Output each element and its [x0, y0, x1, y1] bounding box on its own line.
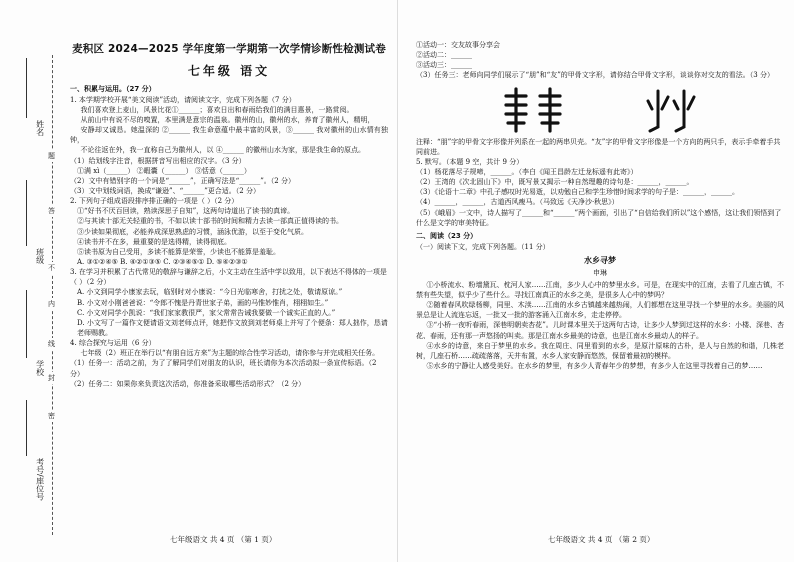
option-line[interactable]: C. 小文对同学小凯说：“我们家家教很严，家父常常告诫我要做一个诚实正直的人。”	[77, 308, 336, 317]
article-paragraph: ⑤水乡的宁静让人感受美好。在水乡的梦里，有多少人青春年少的梦想，有多少人在这里寻找着自己的梦……	[426, 361, 763, 370]
task-line: （3）任务三：老师向同学们展示了“朋”和“友”的甲骨文字形，请你结合甲骨文字形，谈谈你对交友的看法。（3 分）	[416, 71, 774, 80]
question-stem: 1. 本学期学校开展“美文阅读”活动，请阅读文字，完成下列各题（7 分）	[70, 95, 296, 104]
page-footer: 七年级语文 共 4 页 （第 1 页）	[170, 535, 277, 545]
section-title: 二、阅读（23 分）	[416, 231, 478, 240]
option-line[interactable]: A. 小文到同学小康家去玩，临别时对小康说：“今日光临寒舍，打扰之处，敬请原谅。”	[77, 288, 343, 297]
option-line: ①“好书不厌百回读，熟读深思子自知”，这两句诗道出了读书的真谛。	[77, 207, 295, 216]
school-blank-line	[26, 290, 27, 358]
recitation-line[interactable]: （4）______，______，古道西风瘦马。（马致远《天净沙·秋思》）	[416, 198, 619, 207]
passage-line: 安静却又诚恳。她温深的 ②______ 我生命意蕴中最丰富的风景，③______ 我对徽州的山水情有独钟，	[70, 126, 388, 145]
question-intro: 七年级（2）班正在举行以“有朋自远方来”为主题的综合性学习活动，请你参与并完成相关任务。	[80, 349, 380, 358]
exam-page-2	[397, 0, 794, 562]
recitation-line[interactable]: （1）杨花落尽子规啼，______。（李白《闻王昌龄左迁龙标遥有此寄》）	[416, 167, 638, 176]
class-label: 班级	[35, 248, 45, 264]
peng-oracle-glyph-icon	[500, 87, 570, 133]
reading-intro: （一）阅读下文，完成下列各题。（11 分）	[416, 242, 550, 251]
section-title: 一、积累与运用。（27 分）	[70, 84, 156, 93]
question-stem: 3. 在学习并积累了古代常见的敬辞与谦辞之后，小文主动在生活中学以致用，以下表达不得体的一项是（ ）（2 分）	[70, 268, 387, 287]
article-paragraph: ①小桥流水、粉墙黛瓦、枕河人家……江南，多少人心中的梦里水乡。可是，在现实中的江南，去看了几座古镇，不禁有些失望，似乎少了些什么。寻找江南真正的水乡之美，是很多人心中的梦吗？	[416, 280, 784, 299]
option-line: ⑤读书原为自己受用，多读不能算是荣誉，少读也不能算是羞耻。	[77, 247, 280, 256]
sub-question: （1）给划线字注音，根据拼音写出相应的汉字。（3 分）	[70, 156, 246, 165]
passage-line: 从前山中有说不尽的嗅置，本里满是意宗的温泉。徽州的山，徽州的水，养育了徽州人，精明，	[80, 116, 375, 125]
exam-title: 麦积区 2024—2025 学年度第一学期第一次学情诊断性检测试卷	[72, 43, 386, 55]
question-stem: 5. 默写。（本题 9 空，共计 9 分）	[416, 157, 524, 166]
page-footer: 七年级语文 共 4 页 （第 2 页）	[548, 535, 655, 545]
you-oracle-glyph-icon	[640, 87, 700, 133]
id-blank-line	[26, 400, 27, 456]
sub-question[interactable]: （2）文中有错别字的一个词是“______”，正确写法是“______”。（2 分）	[70, 176, 295, 185]
passage-line: 我们喜欢登上麦山，风景比花①______；喜欢日出和春雨给我们的满目惠景，一路赏阅。	[80, 105, 354, 114]
binding-char: 不	[48, 262, 55, 274]
sub-question[interactable]: （3）文中划线词语，换成“谦逊”、“______”更合适。（2 分）	[70, 187, 260, 196]
article-title: 水乡寻梦	[584, 255, 616, 266]
binding-char: 答	[48, 205, 55, 217]
answer-blank-line[interactable]: ①满 xì（______） ②暇囊（______） ③恬意（______）	[77, 166, 251, 175]
passage-line: 不论往返在外，我一直称自己为徽州人，以 ④______ 的徽州山水为家，那是我生命的原点。	[80, 146, 365, 155]
school-label: 学校	[35, 360, 45, 376]
option-line: ④读书并不在多，最重要的是选得精，读得彻底。	[77, 237, 231, 246]
choice-line[interactable]: A. ③①②④⑤ B. ④②①③⑤ C. ②③④⑤① D. ⑤④②③①	[77, 258, 248, 266]
oracle-glyphs	[416, 87, 784, 133]
article-paragraph: ③“小桥一夜听春雨，深巷明朝卖杏花”。儿时课本里关于这两句古诗，让多少人梦到过这样的水乡：小楼、深巷、杏花、春雨，还有那一声悠扬的叫卖。那是江南水乡最美的诗意，也是江南水乡最动人的样子。	[416, 321, 784, 340]
article-author: 申琳	[593, 268, 607, 277]
article-paragraph: ②随着春风吹绿杨柳，同里、木渎……江南的水乡古镇越来越热闹，人们都想在这里寻找一个梦里的水乡。美丽的风景总是让人流连忘返，一批又一批的游客涌入江南水乡，走走停停。	[416, 301, 784, 320]
page1-content	[70, 42, 388, 389]
article-paragraph: ④水乡的诗意，来自于梦里的水乡。我在周庄、同里看到的水乡，是原汁原味的古朴，是人与自然的和谐，几株老树，几座石桥……疏疏落落，天井布置，水乡人家安静而悠然，保留着最初的模样。	[416, 341, 784, 360]
question-stem: 4. 综合探究与运用（6 分）	[70, 339, 156, 348]
activity-line: ①活动一：交友故事分享会	[416, 41, 500, 49]
glyph-note: 注释：“朋”字的甲骨文字形像并列系在一起的两串贝壳。“友”字的甲骨文字形像是一个方向的两只手，表示手牵着手共同前进。	[416, 137, 781, 156]
task-line[interactable]: （2）任务二：如果你来负责这次活动，你准备采取哪些活动形式？（2 分）	[70, 379, 306, 388]
option-line[interactable]: D. 小文写了一篇作文便请语文刘老师点评，她把作文放到刘老师桌上并写了个便条：郑人拙作，恳请老师赐教。	[77, 318, 388, 337]
binding-line	[52, 55, 53, 535]
binding-sidebar	[0, 0, 62, 562]
class-blank-line	[26, 180, 27, 246]
binding-char: 题	[48, 150, 55, 162]
recitation-line[interactable]: （2）王湾的《次北固山下》中，既写景又揭示一种自然理趣的诗句是：______，______。	[416, 178, 694, 187]
option-line: ②与其读十部无关轻重的书，不如以读十部书的时间和精力去读一部真正值得读的书。	[77, 217, 343, 226]
question-stem: 2. 下列句子组成语段排序排正确的一项是（ ）（2 分）	[70, 197, 239, 206]
name-blank-line	[26, 58, 27, 118]
option-line: ③少读如果彻底，必能养成深思熟虑的习惯，涵泳优游，以至于变化气质。	[77, 227, 308, 236]
binding-char: 内	[48, 298, 55, 310]
activity-line[interactable]: ③活动三：______	[416, 61, 472, 70]
name-label: 姓名	[35, 120, 45, 136]
task-line[interactable]: （1）任务一：活动之前，为了了解同学们对朋友的认识，班长请你为本次活动拟一条宣传标语。（2 分）	[70, 359, 377, 378]
recitation-line[interactable]: （5）《峨眉》一文中，诗人描写了______和“______”两个画面，引出了“自信给我们所以”这个感悟，这让我们领悟到了什么是文学的审美特征。	[416, 208, 782, 227]
activity-line[interactable]: ②活动二：______	[416, 51, 472, 60]
option-line[interactable]: B. 小文对小刚爸爸说：“令郎不愧是丹青世家子弟，画的马惟妙惟肖，栩栩如生。”	[77, 298, 329, 307]
recitation-line[interactable]: （3）《论语十二章》中孔子感叹时光易逝，以劝勉自己和学生珍惜时间求学的句子是：______，______。	[416, 188, 739, 197]
id-label: 考号/座位号	[35, 458, 45, 501]
exam-subtitle: 七年级 语文	[187, 64, 271, 79]
binding-char: 线	[48, 338, 55, 350]
page2-content	[416, 40, 784, 371]
binding-char: 封	[48, 372, 55, 384]
binding-char: 密	[48, 410, 55, 422]
